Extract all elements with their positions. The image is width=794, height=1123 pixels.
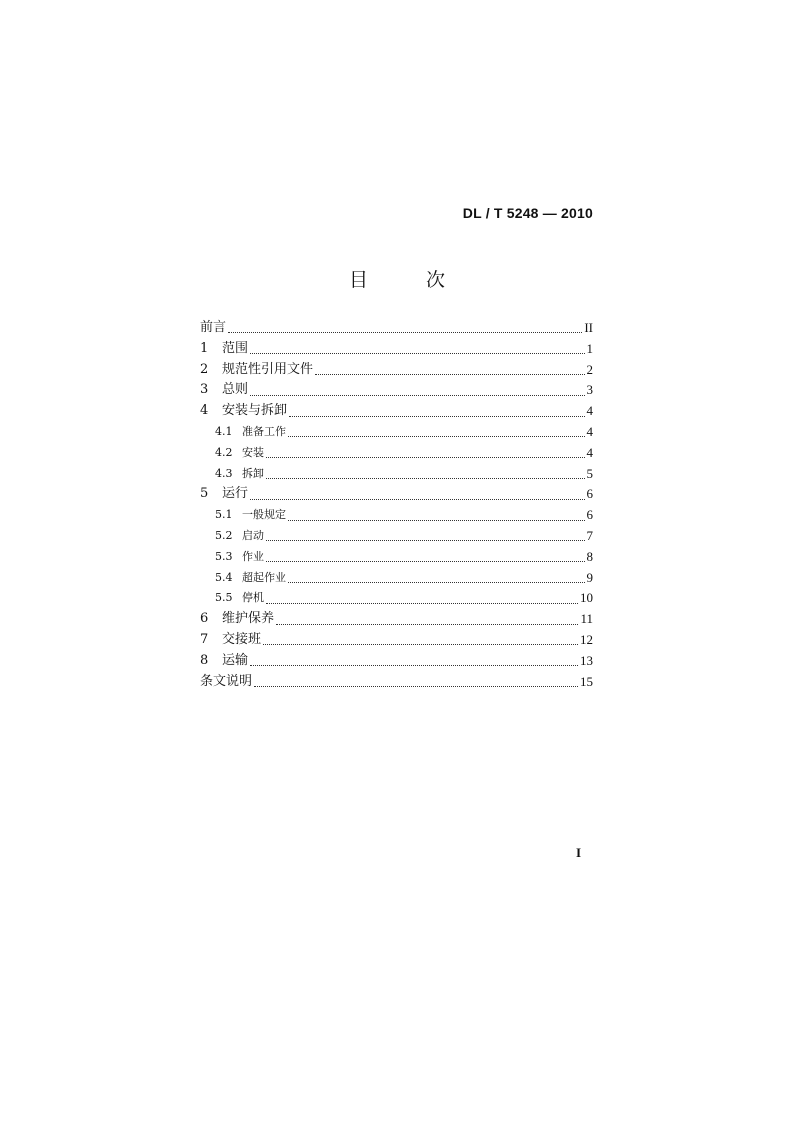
toc-entry-page: 7 [586,527,593,543]
toc-entry[interactable] [200,401,593,422]
toc-dot-leader [289,415,584,417]
toc-entry[interactable] [200,380,593,401]
toc-dot-leader [250,664,578,666]
toc-entry[interactable] [200,505,593,526]
toc-dot-leader [288,435,585,437]
toc-dot-leader [276,623,578,625]
toc-entry-label: 启动 [242,528,264,542]
toc-entry-page: 11 [580,611,593,627]
toc-entry[interactable] [200,339,593,360]
toc-entry-number: 5.1 [215,508,233,522]
toc-dot-leader [263,643,578,645]
toc-entry[interactable] [200,484,593,505]
toc-entry-label: 条文说明 [200,673,253,689]
toc-entry-label: 安装与拆卸 [222,403,288,419]
toc-entry-page: 3 [586,382,593,398]
toc-entry[interactable] [200,672,593,693]
toc-dot-leader [315,373,584,375]
toc-dot-leader [288,581,585,583]
toc-dot-leader [266,539,585,541]
toc-entry-label: 准备工作 [242,424,286,438]
toc-entry-page: 12 [580,631,593,647]
toc-entry-label: 范围 [222,340,249,356]
toc-dot-leader [254,685,578,687]
toc-entry-number: 5.3 [215,549,233,563]
toc-entry-label: 拆卸 [242,466,264,480]
toc-entry-number: 2 [200,361,209,377]
toc-entry-number: 5.5 [215,591,233,605]
toc-entry-label: 规范性引用文件 [222,361,314,377]
page-number: I [576,845,582,860]
toc-dot-leader [266,456,585,458]
toc-entry[interactable] [200,609,593,630]
toc-entry-number: 6 [200,611,209,627]
toc-entry-label: 运输 [222,652,249,668]
toc-entry-page: 5 [586,465,593,481]
toc-entry[interactable] [200,588,593,609]
toc-entry-page: 4 [586,444,593,460]
toc-entry-label: 一般规定 [242,508,286,522]
toc-entry[interactable] [200,547,593,568]
toc-entry-page: 6 [586,507,593,523]
toc-entry-label: 作业 [242,549,264,563]
toc-entry-number: 4.3 [215,466,233,480]
toc-entry-label: 停机 [242,591,264,605]
table-of-contents [200,318,593,692]
toc-entry-number: 5.4 [215,570,233,584]
toc-entry-number: 5.2 [215,528,233,542]
toc-entry-page: 1 [586,340,593,356]
toc-entry[interactable] [200,422,593,443]
toc-dot-leader [266,477,585,479]
toc-entry-page: II [584,320,593,335]
toc-entry-number: 5 [200,486,209,502]
toc-entry-number: 4.2 [215,445,233,459]
toc-entry-number: 4 [200,403,209,419]
toc-entry[interactable] [200,630,593,651]
toc-entry-number: 1 [200,340,209,356]
toc-entry-page: 15 [580,673,593,689]
toc-entry[interactable] [200,360,593,381]
toc-entry-page: 4 [586,403,593,419]
toc-entry-number: 8 [200,652,209,668]
toc-dot-leader [250,498,584,500]
toc-dot-leader [228,331,582,333]
toc-entry-page: 13 [580,652,593,668]
toc-entry-label: 交接班 [222,631,262,647]
standard-code: DL / T 5248 — 2010 [462,205,593,221]
toc-entry-label: 超起作业 [242,570,286,584]
toc-entry[interactable] [200,443,593,464]
toc-entry-number: 4.1 [215,424,233,438]
toc-entry-label: 总则 [222,382,249,398]
toc-entry-number: 7 [200,631,209,647]
toc-entry-page: 6 [586,486,593,502]
toc-entry[interactable] [200,651,593,672]
toc-entry-label: 运行 [222,486,249,502]
toc-dot-leader [250,352,584,354]
toc-entry-page: 8 [586,548,593,564]
toc-entry-label: 安装 [242,445,264,459]
toc-entry[interactable] [200,464,593,485]
toc-entry[interactable] [200,568,593,589]
toc-entry-page: 4 [586,423,593,439]
toc-entry-label: 前言 [200,320,227,335]
toc-entry-page: 9 [586,569,593,585]
toc-entry-number: 3 [200,382,209,398]
toc-entry-page: 2 [586,361,593,377]
page-title: 目 次 [348,269,472,291]
toc-dot-leader [266,602,578,604]
toc-entry[interactable] [200,318,593,339]
toc-entry[interactable] [200,526,593,547]
toc-entry-page: 10 [580,590,593,606]
toc-dot-leader [266,560,585,562]
toc-dot-leader [288,519,585,521]
toc-entry-label: 维护保养 [222,611,275,627]
toc-dot-leader [250,394,584,396]
